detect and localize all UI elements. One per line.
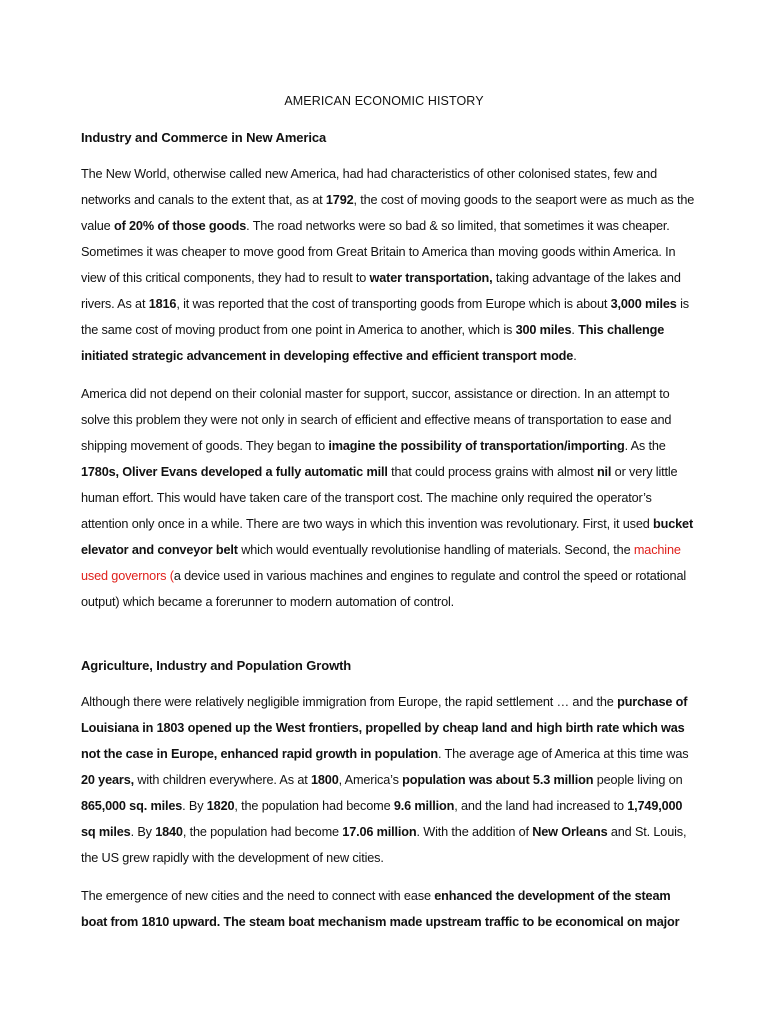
paragraph-transport-costs: The New World, otherwise called new America, had had characteristics of other colonised states, few and networks and canals to the extent that, as at 1792, the cost of moving goods to the seaport were as much as the value of 20% of those goods. The road networks were so bad & so limited, that sometimes it was cheaper. Sometimes it was cheaper to move good from Great Britain to America than moving goods within America. In view of this critical components, they had to result to water transportation, taking advantage of the lakes and rivers. As at 1816, it was reported that the cost of transporting goods from Europe which is about 3,000 miles is the same cost of moving product from one point in America to another, which is 300 miles. This challenge initiated strategic advancement in developing effective and efficient transport mode. — [81, 167, 695, 363]
paragraph-automatic-mill: America did not depend on their colonial master for support, succor, assistance or direction. In an attempt to solve this problem they were not only in search of efficient and effective means of transportation to ease and shipping movement of goods. They began to imagine the possibility of transportation/importing. As the 1780s, Oliver Evans developed a fully automatic mill that could process grains with almost nil or very little human effort. This would have taken care of the transport cost. The machine only required the operator’s attention only once in a while. There are two ways in which this invention was revolutionary. First, it used bucket elevator and conveyor belt which would eventually revolutionise handling of materials. Second, the machine used governors (a device used in various machines and engines to regulate and control the speed or rotational output) which became a forerunner to modern automation of control. — [81, 387, 694, 609]
section-heading-industry-commerce: Industry and Commerce in New America — [81, 130, 327, 145]
document-title: AMERICAN ECONOMIC HISTORY — [284, 94, 484, 108]
highlighted-text-governors: machine used governors ( — [81, 543, 681, 583]
paragraph-steam-boat: The emergence of new cities and the need to connect with ease enhanced the development of the steam boat from 1810 upward. The steam boat mechanism made upstream traffic to be economical on major — [81, 889, 680, 929]
paragraph-population-growth: Although there were relatively negligible immigration from Europe, the rapid settlement … and the purchase of Louisiana in 1803 opened up the West frontiers, propelled by cheap land and high birth rate which was not the case in Europe, enhanced rapid growth in population. The average age of America at this time was 20 years, with children everywhere. As at 1800, America’s population was about 5.3 million people living on 865,000 sq. miles. By 1820, the population had become 9.6 million, and the land had increased to 1,749,000 sq miles. By 1840, the population had become 17.06 million. With the addition of New Orleans and St. Louis, the US grew rapidly with the development of new cities. — [81, 695, 689, 865]
section-heading-agriculture-population: Agriculture, Industry and Population Growth — [81, 658, 352, 673]
